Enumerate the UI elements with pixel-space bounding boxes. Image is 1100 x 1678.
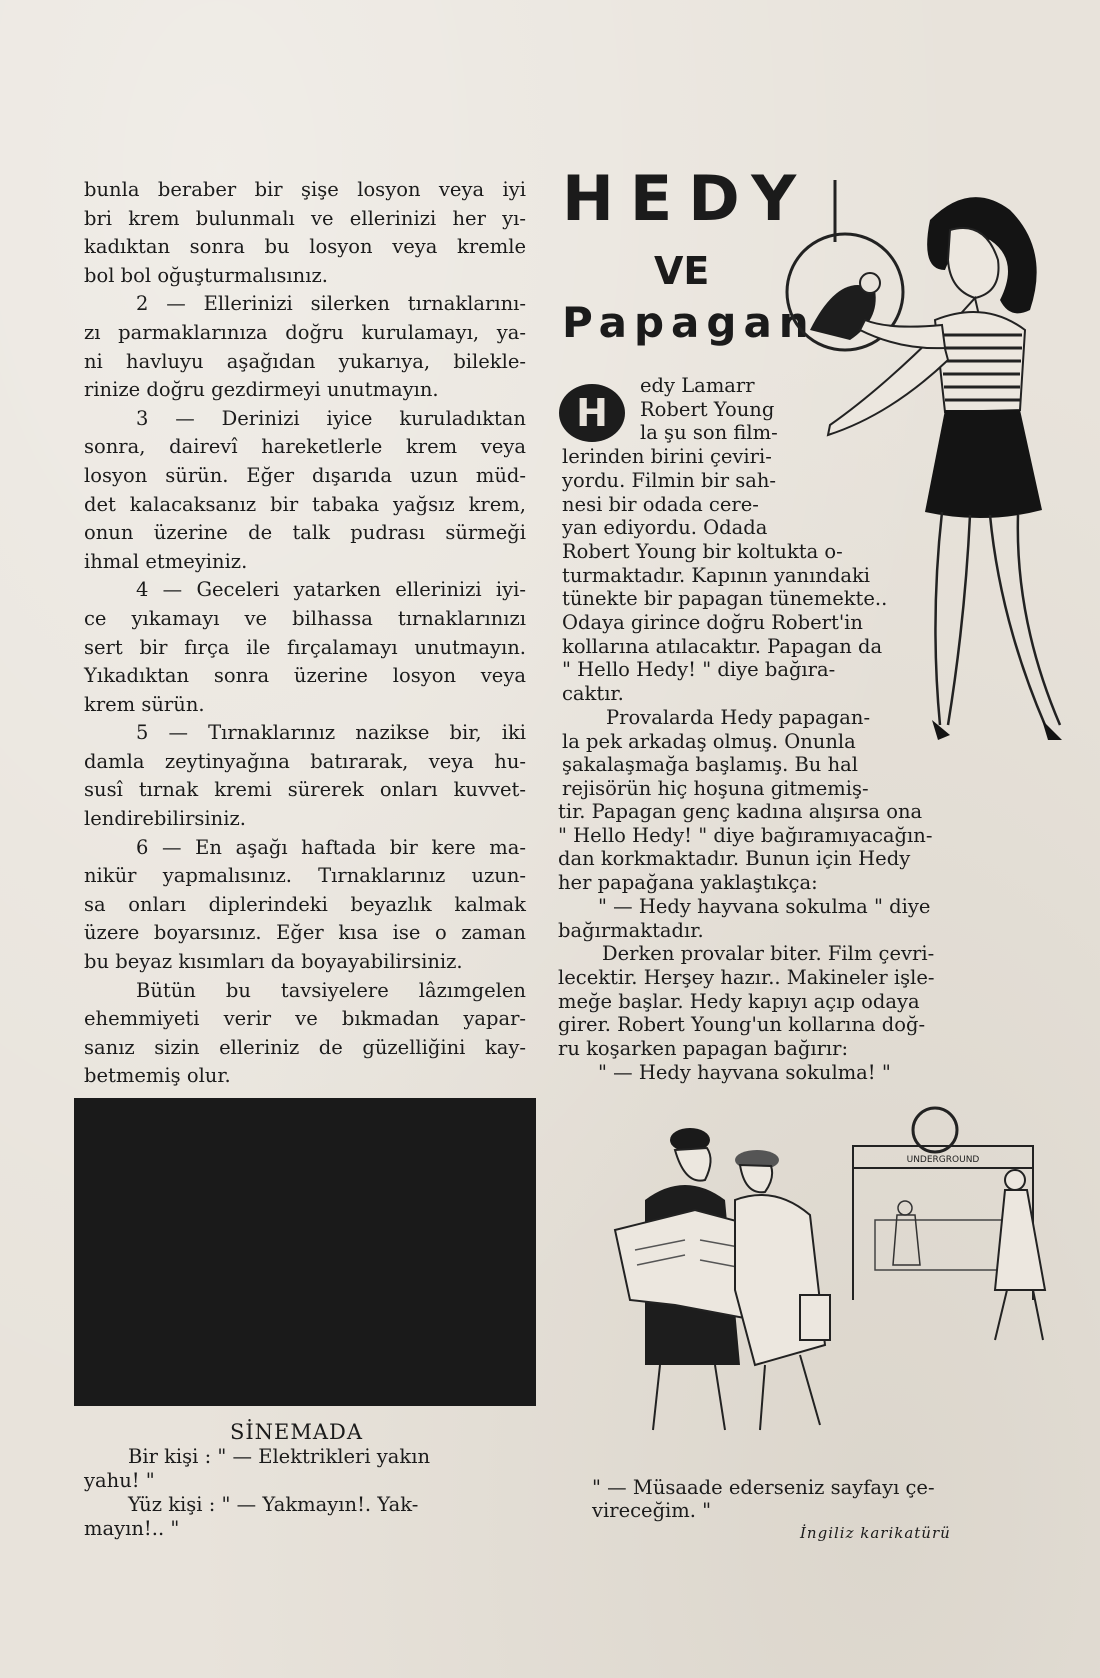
text-line: lerinden birini çeviri- <box>562 445 772 469</box>
text-line: bunla beraber bir şişe losyon veya iyi <box>84 178 526 201</box>
text-line: sanız sizin elleriniz de güzelliğini kay- <box>84 1035 526 1059</box>
text-line: Yüz kişi : " — Yakmayın!. Yak- <box>128 1493 419 1516</box>
text-line: kollarına atılacaktır. Papagan da <box>562 634 883 658</box>
text-line: kadıktan sonra bu losyon veya kremle <box>84 235 526 259</box>
sinemada-joke <box>84 1445 514 1541</box>
cartoon-credit: İngiliz karikatürü <box>800 1524 951 1542</box>
paragraph <box>84 405 526 577</box>
text-line: Bütün bu tavsiyelere lâzımgelen <box>136 978 526 1002</box>
text-line: 4 — Geceleri yatarken ellerinizi iyi- <box>136 578 526 602</box>
text-line: losyon sürün. Eğer dışarıda uzun müd- <box>84 463 526 487</box>
text-line: rinize doğru gezdirmeyi unutmayın. <box>84 378 439 402</box>
paragraph <box>84 977 526 1091</box>
underground-sign: UNDERGROUND <box>906 1155 980 1165</box>
text-line: Yıkadıktan sonra üzerine losyon veya <box>84 664 526 688</box>
text-line: yordu. Filmin bir sah- <box>562 468 777 492</box>
paragraph <box>84 290 526 404</box>
text-line: zı parmaklarınıza doğru kurulamayı, ya- <box>84 320 526 344</box>
text-line: ce yıkamayı ve bilhassa tırnaklarınızı <box>84 606 526 630</box>
text-line: " — Hedy hayvana sokulma " diye <box>598 894 931 918</box>
text-line: mayın!.. " <box>84 1517 180 1540</box>
cartoon-caption <box>592 1476 980 1522</box>
text-line: bol bol oğuşturmalısınız. <box>84 263 328 287</box>
text-line: lendirebilirsiniz. <box>84 807 246 831</box>
text-line: damla zeytinyağına batırarak, veya hu- <box>84 749 526 773</box>
text-line: her papağana yaklaştıkça: <box>558 871 818 895</box>
text-line: krem sürün. <box>84 692 205 716</box>
text-line: girer. Robert Young'un kollarına doğ- <box>558 1013 926 1037</box>
text-line: ihmal etmeyiniz. <box>84 549 248 573</box>
headline-ve: VE <box>654 249 710 293</box>
text-line: " — Hedy hayvana sokulma! " <box>598 1060 891 1084</box>
text-line: yahu! " <box>84 1469 155 1492</box>
text-line: edy Lamarr <box>640 374 755 397</box>
text-line: vireceğim. " <box>592 1499 712 1522</box>
drop-cap: H <box>559 384 625 442</box>
text-line: sert bir fırça ile fırçalamayı unutmayın. <box>84 635 526 659</box>
text-line: 3 — Derinizi iyice kuruladıktan <box>136 406 526 430</box>
text-line: tir. Papagan genç kadına alışırsa ona <box>558 800 923 823</box>
text-line: tünekte bir papagan tünemekte.. <box>562 587 888 611</box>
text-line: la pek arkadaş olmuş. Onunla <box>562 729 856 753</box>
text-line: nesi bir odada cere- <box>562 492 759 516</box>
headline-hedy: HEDY <box>562 162 813 235</box>
text-line: 2 — Ellerinizi silerken tırnaklarını- <box>136 292 526 316</box>
text-line: meğe başlar. Hedy kapıyı açıp odaya <box>558 989 920 1013</box>
paragraph <box>84 719 526 833</box>
sinemada-title: SİNEMADA <box>230 1420 364 1444</box>
text-line: susî tırnak kremi sürerek onları kuvvet- <box>84 778 526 802</box>
text-line: ni havluyu aşağıdan yukarıya, bilekle- <box>84 349 526 373</box>
text-line: caktır. <box>562 682 624 706</box>
text-line: sonra, dairevî hareketlerle krem veya <box>84 435 526 459</box>
text-line: la şu son film- <box>640 421 778 445</box>
text-line: bu beyaz kısımları da boyayabilirsiniz. <box>84 950 463 974</box>
underground-cartoon <box>575 1090 1080 1462</box>
blank-photo-area <box>74 1098 536 1406</box>
headline-papagan: Papagan <box>562 298 816 347</box>
text-line: Bir kişi : " — Elektrikleri yakın <box>128 1445 431 1468</box>
text-line: ru koşarken papagan bağırır: <box>558 1037 849 1061</box>
text-line: onun üzerine de talk pudrası sürmeği <box>84 521 526 545</box>
text-line: ehemmiyeti verir ve bıkmadan yapar- <box>84 1007 526 1031</box>
text-line: Robert Young <box>640 397 775 421</box>
text-line: 5 — Tırnaklarınız nazikse bir, iki <box>136 721 526 745</box>
text-line: turmaktadır. Kapının yanındaki <box>562 563 871 587</box>
article-narrow-column <box>562 374 902 801</box>
text-line: bri krem bulunmalı ve ellerinizi her yı- <box>84 206 526 230</box>
text-line: nikür yapmalısınız. Tırnaklarınız uzun- <box>84 864 526 888</box>
text-line: " — Müsaade ederseniz sayfayı çe- <box>592 1476 935 1499</box>
text-line: üzere boyarsınız. Eğer kısa ise o zaman <box>84 921 526 945</box>
article-wide-column <box>558 800 934 1084</box>
text-line: betmemiş olur. <box>84 1064 231 1088</box>
text-line: " Hello Hedy! " diye bağıra- <box>562 658 836 682</box>
text-line: " Hello Hedy! " diye bağıramıyacağın- <box>558 823 933 847</box>
text-line: Robert Young bir koltukta o- <box>562 539 843 563</box>
text-line: det kalacaksanız bir tabaka yağsız krem, <box>84 492 526 516</box>
text-line: rejisörün hiç hoşuna gitmemiş- <box>562 776 869 800</box>
text-line: Derken provalar biter. Film çevri- <box>602 942 935 966</box>
text-line: sa onları diplerindeki beyazlık kalmak <box>84 892 526 916</box>
paragraph <box>84 576 526 719</box>
text-line: dan korkmaktadır. Bunun için Hedy <box>558 847 911 871</box>
paragraph <box>84 834 526 977</box>
text-line: bağırmaktadır. <box>558 918 704 942</box>
paragraph <box>84 176 526 290</box>
text-line: yan ediyordu. Odada <box>562 516 768 540</box>
text-line: Odaya girince doğru Robert'in <box>562 611 863 635</box>
text-line: şakalaşmağa başlamış. Bu hal <box>562 753 858 777</box>
text-line: lecektir. Herşey hazır.. Makineler işle- <box>558 965 935 989</box>
text-line: 6 — En aşağı haftada bir kere ma- <box>136 835 526 859</box>
text-line: Provalarda Hedy papagan- <box>606 705 871 729</box>
left-column-text <box>84 176 526 1091</box>
